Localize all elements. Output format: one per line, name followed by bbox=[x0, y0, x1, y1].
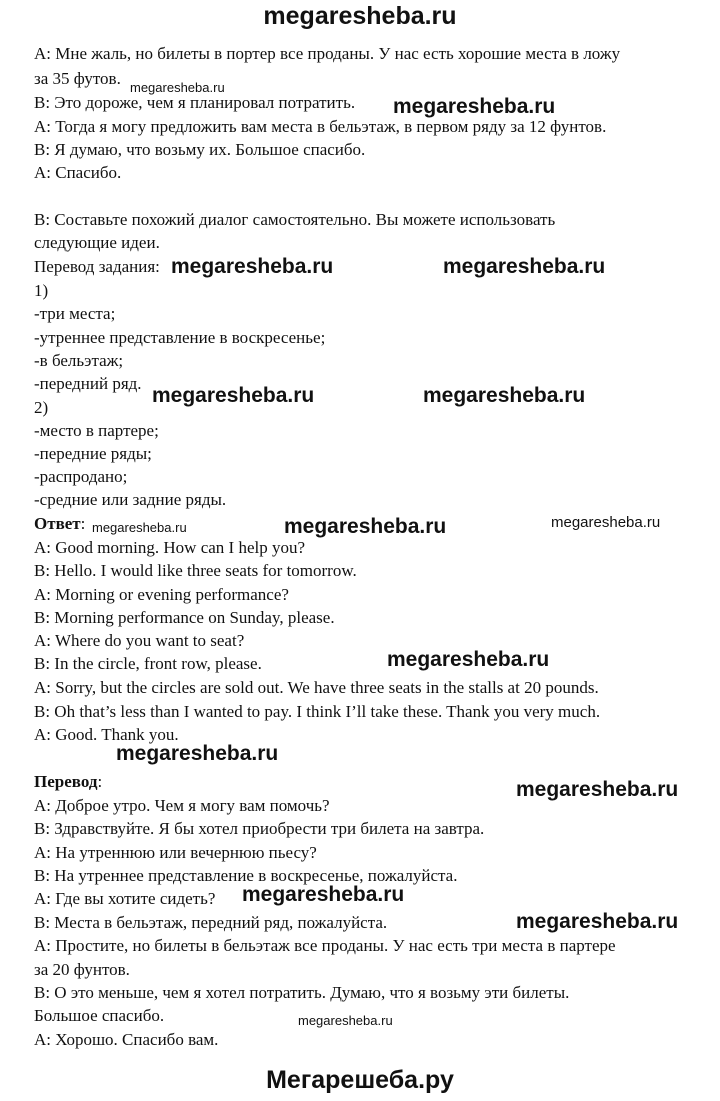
watermark: megaresheba.ru bbox=[92, 520, 187, 535]
list-item: -средние или задние ряды. bbox=[34, 490, 227, 509]
translation-heading bbox=[34, 772, 102, 792]
english-line: A: Good morning. How can I help you? bbox=[34, 538, 306, 557]
russian-line: B: На утреннее представление в воскресенье, пожалуйста. bbox=[34, 866, 458, 885]
dialog-line: B: Это дороже, чем я планировал потратить. bbox=[34, 93, 356, 112]
english-line: B: Morning performance on Sunday, please. bbox=[34, 608, 335, 627]
russian-line: Большое спасибо. bbox=[34, 1006, 165, 1025]
list-item: -место в партере; bbox=[34, 421, 159, 440]
english-line: A: Morning or evening performance? bbox=[34, 585, 289, 604]
list-item: -в бельэтаж; bbox=[34, 351, 124, 370]
task-translation-label: Перевод задания: bbox=[34, 257, 160, 276]
english-line: B: Oh that’s less than I wanted to pay. I think I’ll take these. Thank you very much. bbox=[34, 702, 601, 721]
russian-line: A: Доброе утро. Чем я могу вам помочь? bbox=[34, 796, 330, 815]
list-item: 1) bbox=[34, 281, 49, 300]
english-line: B: Hello. I would like three seats for tomorrow. bbox=[34, 561, 357, 580]
russian-line: B: Места в бельэтаж, передний ряд, пожалуйста. bbox=[34, 913, 388, 932]
list-item: -утреннее представление в воскресенье; bbox=[34, 328, 326, 347]
list-item: -передний ряд. bbox=[34, 374, 142, 393]
english-line: B: In the circle, front row, please. bbox=[34, 654, 262, 673]
english-line: A: Where do you want to seat? bbox=[34, 631, 245, 650]
dialog-line: B: Я думаю, что возьму их. Большое спасибо. bbox=[34, 140, 366, 159]
answer-colon: : bbox=[80, 514, 86, 533]
watermark: megaresheba.ru bbox=[443, 255, 606, 278]
watermark: megaresheba.ru bbox=[423, 384, 586, 407]
answer-label: Ответ bbox=[34, 514, 81, 533]
watermark: megaresheba.ru bbox=[284, 515, 447, 538]
site-footer: Мегарешеба.ру bbox=[266, 1066, 454, 1094]
list-item: 2) bbox=[34, 398, 49, 417]
dialog-line: за 35 футов. bbox=[34, 69, 121, 88]
watermark: megaresheba.ru bbox=[130, 80, 225, 95]
task-line: B: Составьте похожий диалог самостоятельно. Вы можете использовать bbox=[34, 210, 556, 229]
russian-line: B: О это меньше, чем я хотел потратить. Думаю, что я возьму эти билеты. bbox=[34, 983, 570, 1002]
watermark: megaresheba.ru bbox=[393, 95, 556, 118]
watermark: megaresheba.ru bbox=[152, 384, 315, 407]
english-line: A: Good. Thank you. bbox=[34, 725, 179, 744]
watermark: megaresheba.ru bbox=[387, 648, 550, 671]
dialog-line: A: Тогда я могу предложить вам места в бельэтаж, в первом ряду за 12 фунтов. bbox=[34, 117, 607, 136]
answer-heading bbox=[34, 514, 85, 534]
russian-line: B: Здравствуйте. Я бы хотел приобрести три билета на завтра. bbox=[34, 819, 485, 838]
russian-line: A: Простите, но билеты в бельэтаж все проданы. У нас есть три места в партере bbox=[34, 936, 616, 955]
list-item: -передние ряды; bbox=[34, 444, 152, 463]
russian-line: за 20 фунтов. bbox=[34, 960, 130, 979]
list-item: -распродано; bbox=[34, 467, 128, 486]
english-line: A: Sorry, but the circles are sold out. We have three seats in the stalls at 20 pounds. bbox=[34, 678, 599, 697]
watermark: megaresheba.ru bbox=[551, 514, 661, 531]
translation-colon: : bbox=[97, 772, 103, 791]
dialog-line: A: Мне жаль, но билеты в портер все проданы. У нас есть хорошие места в ложу bbox=[34, 44, 621, 63]
list-item: -три места; bbox=[34, 304, 116, 323]
translation-label: Перевод bbox=[34, 772, 98, 791]
task-line: следующие идеи. bbox=[34, 233, 160, 252]
watermark: megaresheba.ru bbox=[516, 778, 679, 801]
site-header: megaresheba.ru bbox=[263, 2, 457, 30]
watermark: megaresheba.ru bbox=[116, 742, 279, 765]
russian-line: A: Хорошо. Спасибо вам. bbox=[34, 1030, 219, 1049]
watermark: megaresheba.ru bbox=[516, 910, 679, 933]
watermark: megaresheba.ru bbox=[298, 1013, 393, 1028]
russian-line: A: На утреннюю или вечернюю пьесу? bbox=[34, 843, 317, 862]
dialog-line: A: Спасибо. bbox=[34, 163, 122, 182]
watermark: megaresheba.ru bbox=[171, 255, 334, 278]
russian-line: A: Где вы хотите сидеть? bbox=[34, 889, 216, 908]
watermark: megaresheba.ru bbox=[242, 883, 405, 906]
